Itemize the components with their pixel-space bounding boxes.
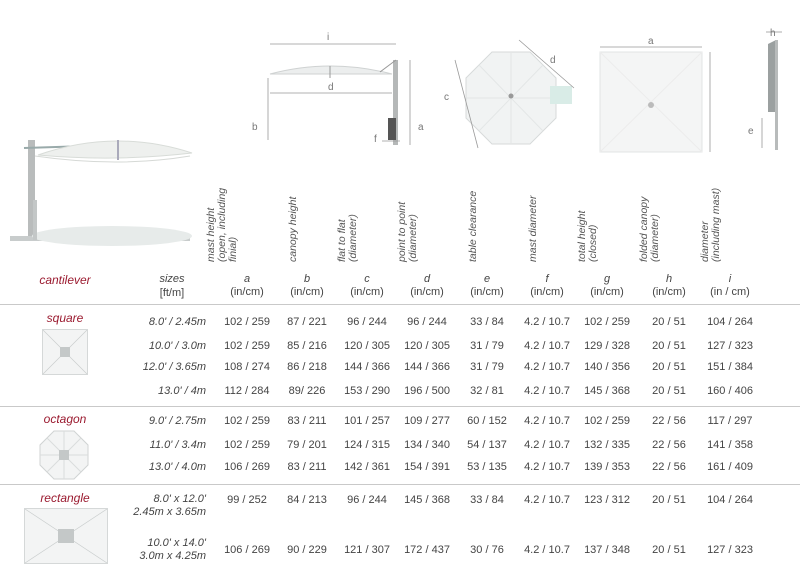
dim-label-b: b bbox=[252, 122, 258, 133]
table-cell: 22 / 56 bbox=[652, 415, 686, 427]
table-cell: 90 / 229 bbox=[287, 544, 327, 556]
group-label: square bbox=[46, 311, 84, 325]
table-cell: 120 / 305 bbox=[344, 340, 390, 352]
table-cell: 96 / 244 bbox=[347, 316, 387, 328]
column-title: diameter (including mast) bbox=[699, 187, 722, 262]
size-cell: 9.0' / 2.75m bbox=[148, 415, 206, 427]
table-cell: 124 / 315 bbox=[344, 439, 390, 451]
divider bbox=[0, 484, 800, 485]
table-cell: 22 / 56 bbox=[652, 439, 686, 451]
divider bbox=[0, 406, 800, 407]
table-cell: 129 / 328 bbox=[584, 340, 630, 352]
table-cell: 134 / 340 bbox=[404, 439, 450, 451]
closed-umbrella-diagram bbox=[748, 28, 782, 150]
table-cell: 20 / 51 bbox=[652, 316, 686, 328]
table-cell: 161 / 409 bbox=[707, 461, 753, 473]
dim-label-d2: d bbox=[550, 55, 556, 66]
dim-label-i: i bbox=[327, 32, 330, 43]
table-cell: 84 / 213 bbox=[287, 494, 327, 506]
column-unit: (in/cm) bbox=[590, 286, 624, 298]
column-letter: d bbox=[423, 273, 431, 285]
table-cell: 160 / 406 bbox=[707, 385, 753, 397]
column-unit: (in/cm) bbox=[350, 286, 384, 298]
column-title: canopy height bbox=[287, 196, 299, 262]
table-cell: 4.2 / 10.7 bbox=[524, 340, 570, 352]
sizes-unit: [ft/m] bbox=[159, 287, 185, 299]
size-cell: 13.0' / 4.0m bbox=[148, 461, 206, 473]
column-letter: i bbox=[728, 273, 732, 285]
table-cell: 196 / 500 bbox=[404, 385, 450, 397]
table-cell: 104 / 264 bbox=[707, 494, 753, 506]
table-cell: 33 / 84 bbox=[470, 494, 504, 506]
octagon-top-view-diagram bbox=[444, 40, 574, 148]
table-cell: 60 / 152 bbox=[467, 415, 507, 427]
column-letter: e bbox=[483, 273, 491, 285]
dim-label-a2: a bbox=[648, 36, 654, 47]
table-cell: 145 / 368 bbox=[584, 385, 630, 397]
side-view-diagram bbox=[252, 32, 424, 145]
table-cell: 4.2 / 10.7 bbox=[524, 494, 570, 506]
table-cell: 102 / 259 bbox=[224, 439, 270, 451]
column-letter: g bbox=[603, 273, 611, 285]
table-cell: 153 / 290 bbox=[344, 385, 390, 397]
table-cell: 20 / 51 bbox=[652, 385, 686, 397]
table-cell: 31 / 79 bbox=[470, 340, 504, 352]
column-letter: b bbox=[303, 273, 311, 285]
size-cell: 10.0' / 3.0m bbox=[148, 340, 206, 352]
table-cell: 132 / 335 bbox=[584, 439, 630, 451]
divider bbox=[0, 304, 800, 305]
table-cell: 20 / 51 bbox=[652, 340, 686, 352]
table-cell: 144 / 366 bbox=[404, 361, 450, 373]
square-top-view-diagram bbox=[600, 36, 710, 152]
column-title: flat to flat (diameter) bbox=[336, 214, 359, 262]
table-cell: 30 / 76 bbox=[470, 544, 504, 556]
table-cell: 139 / 353 bbox=[584, 461, 630, 473]
table-cell: 32 / 81 bbox=[470, 385, 504, 397]
group-label: rectangle bbox=[40, 491, 90, 505]
table-cell: 144 / 366 bbox=[344, 361, 390, 373]
dim-label-e: e bbox=[748, 126, 754, 137]
column-title: mast height (open, including finial) bbox=[205, 187, 239, 262]
column-unit: (in/cm) bbox=[652, 286, 686, 298]
cantilever-umbrella-illustration bbox=[10, 140, 192, 246]
table-cell: 112 / 284 bbox=[224, 385, 270, 397]
rectangle-thumbnail bbox=[24, 508, 108, 564]
column-unit: (in/cm) bbox=[290, 286, 324, 298]
table-cell: 106 / 269 bbox=[224, 544, 270, 556]
table-cell: 89/ 226 bbox=[288, 385, 326, 397]
table-cell: 140 / 356 bbox=[584, 361, 630, 373]
table-cell: 20 / 51 bbox=[652, 494, 686, 506]
table-cell: 4.2 / 10.7 bbox=[524, 439, 570, 451]
dim-label-a: a bbox=[418, 122, 424, 133]
table-cell: 141 / 358 bbox=[707, 439, 753, 451]
table-cell: 53 / 135 bbox=[467, 461, 507, 473]
dim-label-c: c bbox=[444, 92, 449, 103]
table-cell: 20 / 51 bbox=[652, 361, 686, 373]
table-cell: 4.2 / 10.7 bbox=[524, 461, 570, 473]
table-cell: 4.2 / 10.7 bbox=[524, 415, 570, 427]
sizes-header: sizes bbox=[159, 273, 185, 285]
column-unit: (in/cm) bbox=[470, 286, 504, 298]
table-cell: 31 / 79 bbox=[470, 361, 504, 373]
table-cell: 85 / 216 bbox=[287, 340, 327, 352]
table-cell: 79 / 201 bbox=[287, 439, 327, 451]
table-cell: 87 / 221 bbox=[287, 316, 327, 328]
table-cell: 123 / 312 bbox=[584, 494, 630, 506]
column-letter: c bbox=[364, 273, 370, 285]
table-cell: 102 / 259 bbox=[224, 340, 270, 352]
column-letter: a bbox=[243, 273, 251, 285]
column-unit: (in/cm) bbox=[410, 286, 444, 298]
table-cell: 96 / 244 bbox=[347, 494, 387, 506]
dim-label-d: d bbox=[328, 82, 334, 93]
table-cell: 154 / 391 bbox=[404, 461, 450, 473]
size-cell: 10.0' x 14.0' 3.0m x 4.25m bbox=[139, 537, 206, 562]
table-cell: 4.2 / 10.7 bbox=[524, 361, 570, 373]
table-cell: 96 / 244 bbox=[407, 316, 447, 328]
column-title: mast diameter bbox=[527, 195, 539, 262]
dim-label-f: f bbox=[374, 134, 377, 145]
table-cell: 137 / 348 bbox=[584, 544, 630, 556]
table-cell: 109 / 277 bbox=[404, 415, 450, 427]
table-cell: 145 / 368 bbox=[404, 494, 450, 506]
table-cell: 127 / 323 bbox=[707, 340, 753, 352]
column-title: table clearance bbox=[467, 190, 479, 262]
table-cell: 20 / 51 bbox=[652, 544, 686, 556]
table-cell: 102 / 259 bbox=[584, 415, 630, 427]
column-title: point to point (diameter) bbox=[396, 201, 419, 262]
table-cell: 33 / 84 bbox=[470, 316, 504, 328]
size-cell: 11.0' / 3.4m bbox=[149, 439, 206, 451]
table-cell: 117 / 297 bbox=[707, 415, 753, 427]
column-unit: (in/cm) bbox=[530, 286, 564, 298]
table-cell: 120 / 305 bbox=[404, 340, 450, 352]
table-cell: 101 / 257 bbox=[344, 415, 390, 427]
table-cell: 151 / 384 bbox=[707, 361, 753, 373]
column-letter: h bbox=[665, 273, 673, 285]
size-cell: 8.0' x 12.0' 2.45m x 3.65m bbox=[133, 493, 206, 518]
table-cell: 4.2 / 10.7 bbox=[524, 544, 570, 556]
table-cell: 54 / 137 bbox=[467, 439, 507, 451]
table-cell: 102 / 259 bbox=[224, 415, 270, 427]
cantilever-label: cantilever bbox=[39, 273, 91, 287]
column-unit: (in / cm) bbox=[710, 286, 750, 298]
column-unit: (in/cm) bbox=[230, 286, 264, 298]
table-cell: 142 / 361 bbox=[344, 461, 390, 473]
group-label: octagon bbox=[43, 412, 87, 426]
table-cell: 86 / 218 bbox=[287, 361, 327, 373]
table-cell: 127 / 323 bbox=[707, 544, 753, 556]
size-cell: 12.0' / 3.65m bbox=[142, 361, 206, 373]
table-cell: 106 / 269 bbox=[224, 461, 270, 473]
table-cell: 108 / 274 bbox=[224, 361, 270, 373]
table-cell: 104 / 264 bbox=[707, 316, 753, 328]
square-thumbnail bbox=[42, 329, 88, 375]
size-cell: 13.0' / 4m bbox=[158, 385, 206, 397]
table-cell: 83 / 211 bbox=[287, 461, 327, 473]
table-cell: 121 / 307 bbox=[344, 544, 390, 556]
table-cell: 102 / 259 bbox=[224, 316, 270, 328]
table-cell: 22 / 56 bbox=[652, 461, 686, 473]
table-cell: 172 / 437 bbox=[404, 544, 450, 556]
octagon-thumbnail bbox=[38, 429, 90, 486]
table-cell: 99 / 252 bbox=[227, 494, 267, 506]
size-cell: 8.0' / 2.45m bbox=[148, 316, 206, 328]
table-cell: 4.2 / 10.7 bbox=[524, 316, 570, 328]
dim-label-h: h bbox=[770, 28, 776, 39]
column-letter: f bbox=[545, 273, 549, 285]
table-cell: 102 / 259 bbox=[584, 316, 630, 328]
column-title: total height (closed) bbox=[576, 210, 599, 262]
column-title: folded canopy (diameter) bbox=[638, 196, 661, 262]
table-cell: 4.2 / 10.7 bbox=[524, 385, 570, 397]
table-cell: 83 / 211 bbox=[287, 415, 327, 427]
